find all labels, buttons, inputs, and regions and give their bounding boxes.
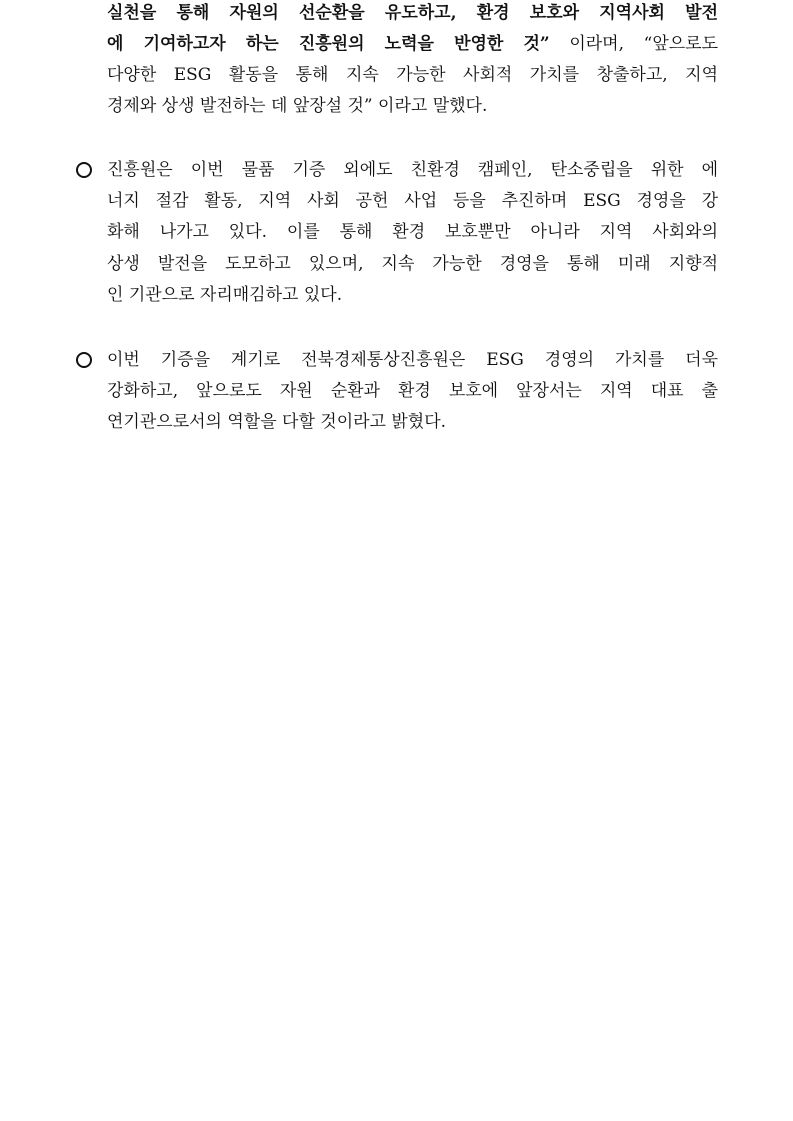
paragraph-2-line-3: 연기관으로서의 역할을 다할 것이라고 밝혔다.	[107, 412, 447, 432]
intro-line-2	[107, 32, 718, 56]
paragraph-1-line-1: 진흥원은 이번 물품 기증 외에도 친환경 캠페인, 탄소중립을 위한 에	[107, 160, 718, 180]
intro-line-1: 실천을 통해 자원의 선순환을 유도하고, 환경 보호와 지역사회 발전	[107, 3, 718, 23]
paragraph-1-line-3: 화해 나가고 있다. 이를 통해 환경 보호뿐만 아니라 지역 사회와의	[107, 222, 718, 242]
intro-line-2-rest: 이라며, “앞으로도	[549, 34, 719, 54]
intro-line-4: 경제와 상생 발전하는 데 앞장설 것” 이라고 말했다.	[107, 96, 488, 116]
circle-bullet-icon	[76, 162, 92, 178]
paragraph-2-line-2: 강화하고, 앞으로도 자원 순환과 환경 보호에 앞장서는 지역 대표 출	[107, 381, 718, 401]
circle-bullet-icon	[76, 352, 92, 368]
paragraph-1-line-2: 너지 절감 활동, 지역 사회 공헌 사업 등을 추진하며 ESG 경영을 강	[107, 191, 718, 211]
paragraph-1-line-5: 인 기관으로 자리매김하고 있다.	[107, 285, 343, 305]
intro-line-3: 다양한 ESG 활동을 통해 지속 가능한 사회적 가치를 창출하고, 지역	[107, 65, 718, 85]
paragraph-1-line-4: 상생 발전을 도모하고 있으며, 지속 가능한 경영을 통해 미래 지향적	[107, 254, 718, 274]
intro-line-2-bold: 에 기여하고자 하는 진흥원의 노력을 반영한 것”	[107, 34, 550, 54]
paragraph-2-line-1: 이번 기증을 계기로 전북경제통상진흥원은 ESG 경영의 가치를 더욱	[107, 350, 718, 370]
